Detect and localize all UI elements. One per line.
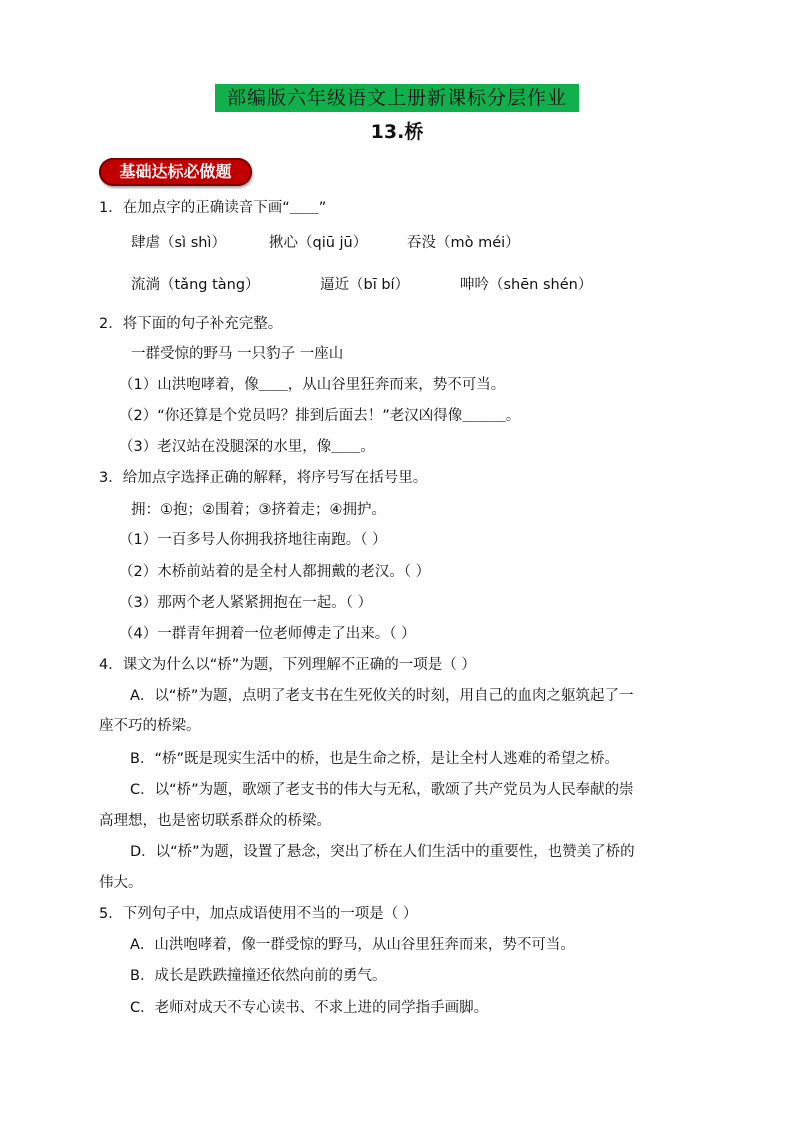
q4-option-a-cont: 座不巧的桥梁。 [99,718,201,734]
q1-item-2: 揪心（qiū jū） [269,235,368,251]
q5-option-c: C．老师对成天不专心读书、不求上进的同学指手画脚。 [130,1000,489,1016]
series-banner: 部编版六年级语文上册新课标分层作业 [215,84,579,112]
q5-option-b: B．成长是跌跌撞撞还依然向前的勇气。 [130,968,387,984]
q2-item-3: （3）老汉站在没腿深的水里，像＿＿。 [119,439,375,455]
question-2-stem: 2．将下面的句子补充完整。 [99,316,283,332]
q1-item-5: 逼近（bī bí） [320,277,410,293]
q2-item-1: （1）山洪咆哮着，像＿＿，从山谷里狂奔而来，势不可当。 [119,377,506,393]
q3-item-3: （3）那两个老人紧紧拥抱在一起。（ ） [119,595,373,611]
q3-item-1: （1）一百多号人你拥我挤地往南跑。（ ） [119,532,387,548]
question-3-stem: 3．给加点字选择正确的解释，将序号写在括号里。 [99,470,428,486]
question-1-stem: 1．在加点字的正确读音下画“＿＿” [99,200,327,216]
q1-item-1: 肆虐（sì shì） [131,235,226,251]
q4-option-c-cont: 高理想，也是密切联系群众的桥梁。 [99,813,331,829]
q3-item-4: （4）一群青年拥着一位老师傅走了出来。（ ） [119,626,416,642]
question-5-stem: 5．下列句子中，加点成语使用不当的一项是（ ） [99,906,418,922]
q1-item-3: 吞没（mò méi） [407,235,520,251]
lesson-title: 13.桥 [370,121,424,143]
q4-option-d: D．以“桥”为题，设置了悬念，突出了桥在人们生活中的重要性，也赞美了桥的 [130,844,635,860]
q1-item-4: 流淌（tǎng tàng） [131,277,260,293]
q4-option-d-cont: 伟大。 [99,875,143,891]
q2-item-2: （2）“你还算是个党员吗？排到后面去！”老汉凶得像＿＿＿。 [119,408,521,424]
q4-option-b: B．“桥”既是现实生活中的桥，也是生命之桥，是让全村人逃难的希望之桥。 [130,751,619,767]
q4-option-c: C．以“桥”为题，歌颂了老支书的伟大与无私，歌颂了共产党员为人民奉献的崇 [130,782,634,798]
q4-option-a: A．以“桥”为题，点明了老支书在生死攸关的时刻，用自己的血肉之躯筑起了一 [130,688,634,704]
q5-option-a: A．山洪咆哮着，像一群受惊的野马，从山谷里狂奔而来，势不可当。 [130,937,575,953]
q2-word-bank: 一群受惊的野马 一只豹子 一座山 [131,346,344,362]
q3-meanings: 拥：①抱；②围着；③挤着走；④拥护。 [131,502,386,518]
question-4-stem: 4．课文为什么以“桥”为题，下列理解不正确的一项是（ ） [99,657,476,673]
q1-item-6: 呻吟（shēn shén） [460,277,593,293]
q3-item-2: （2）木桥前站着的是全村人都拥戴的老汉。（ ） [119,564,431,580]
section-badge: 基础达标必做题 [99,158,252,186]
